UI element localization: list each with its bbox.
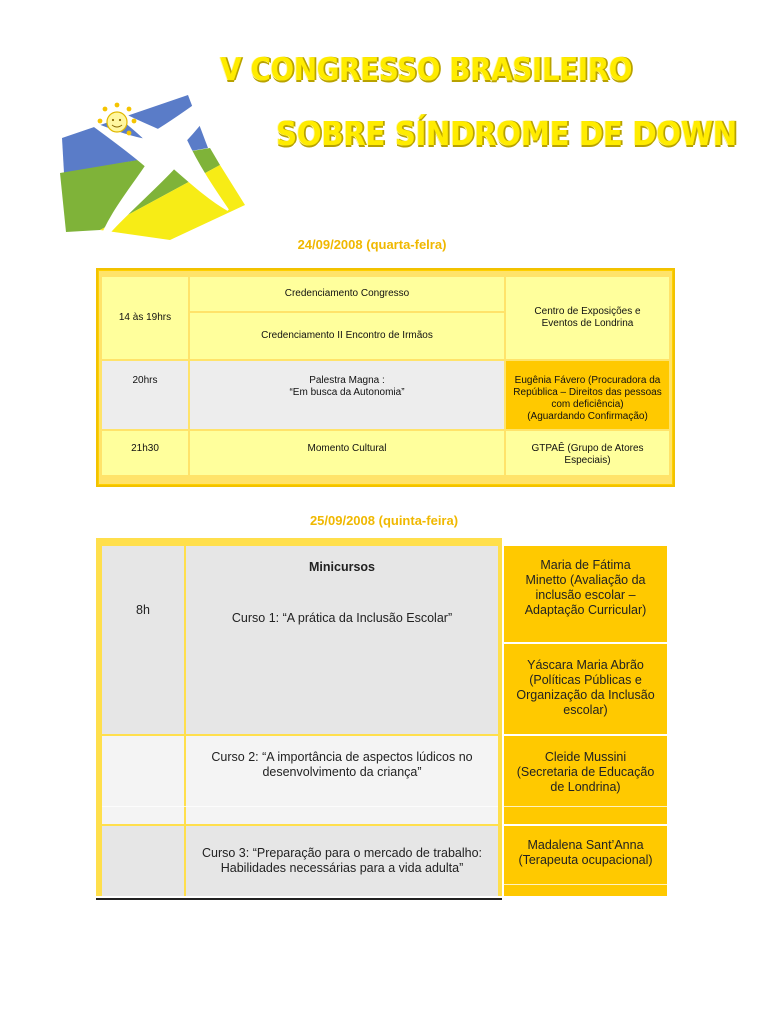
day1-row1-activity-1: Credenciamento Congresso (190, 277, 504, 311)
title-line-1: V CONGRESSO BRASILEIRO (220, 52, 633, 88)
day1-row1-place: Centro de Exposições e Eventos de Londrina (506, 277, 669, 359)
day1-row2-speaker-note: (Aguardando Confirmação) (527, 411, 648, 422)
day1-date: 24/09/2008 (quarta-felra) (297, 237, 447, 252)
day2-schedule-table (96, 538, 674, 900)
table-bottom-rule (96, 898, 502, 900)
day1-row2-speaker-text: Eugênia Fávero (Procuradora da República – Direitos das pessoas com deficiência) (513, 375, 662, 410)
day1-row2-activity (190, 361, 504, 429)
minicursos-heading: Minicursos (309, 560, 375, 574)
day1-row1-time: 14 às 19hrs (102, 277, 188, 359)
speaker-3-cell (504, 736, 667, 824)
day1-row2-speaker (506, 361, 669, 429)
row-divider (504, 884, 667, 885)
day1-row1-activity-2: Credenciamento II Encontro de Irmãos (190, 313, 504, 359)
day2-date: 25/09/2008 (quinta-feira) (309, 513, 459, 528)
day1-row3-activity-text: Momento Cultural (307, 443, 387, 454)
speaker-4: Madalena Sant’Anna (Terapeuta ocupacional) (518, 838, 653, 867)
row-divider (504, 806, 667, 807)
speaker-4-cell (504, 826, 667, 896)
day1-row3-time (102, 431, 188, 475)
speaker-1: Maria de Fátima Minetto (Avaliação da inclusão escolar – Adaptação Curricular) (524, 558, 647, 617)
row-divider (102, 806, 498, 807)
day1-row2-activity-l1: Palestra Magna : (309, 375, 385, 386)
speaker-2: Yáscara Maria Abrão (Políticas Públicas e Organização da Inclusão escolar) (516, 658, 655, 717)
speaker-2-cell (504, 644, 667, 734)
day1-row3-time-text: 21h30 (131, 443, 159, 454)
day1-row2-activity-l2: “Em busca da Autonomia” (289, 387, 405, 398)
title-line-2: SOBRE SÍNDROME DE DOWN (276, 114, 737, 153)
day2-course1-cell (186, 546, 498, 734)
day1-row3-speaker-text: GTPAÊ (Grupo de Atores Especiais) (531, 443, 644, 466)
day2-row3-time-cell (102, 826, 184, 896)
course3-title: Curso 3: “Preparação para o mercado de trabalho: Habilidades necessárias para a vida adulta” (201, 846, 483, 875)
day2-time: 8h (136, 603, 150, 617)
day1-row2-time-text: 20hrs (132, 375, 158, 386)
day1-schedule-table (96, 268, 675, 487)
day2-time-cell (102, 546, 184, 734)
course1-title: Curso 1: “A prática da Inclusão Escolar” (231, 611, 453, 625)
speaker-1-cell (504, 546, 667, 642)
speaker-3: Cleide Mussini (Secretaria de Educação de Londrina) (516, 750, 655, 794)
day1-row3-activity (190, 431, 504, 475)
day2-row2-time-cell (102, 736, 184, 824)
day2-course2-cell (186, 736, 498, 824)
course2-title: Curso 2: “A importância de aspectos lúdicos no desenvolvimento da criança” (211, 750, 473, 779)
day1-row2-time (102, 361, 188, 429)
day1-row3-speaker (506, 431, 669, 475)
day2-course3-cell (186, 826, 498, 896)
